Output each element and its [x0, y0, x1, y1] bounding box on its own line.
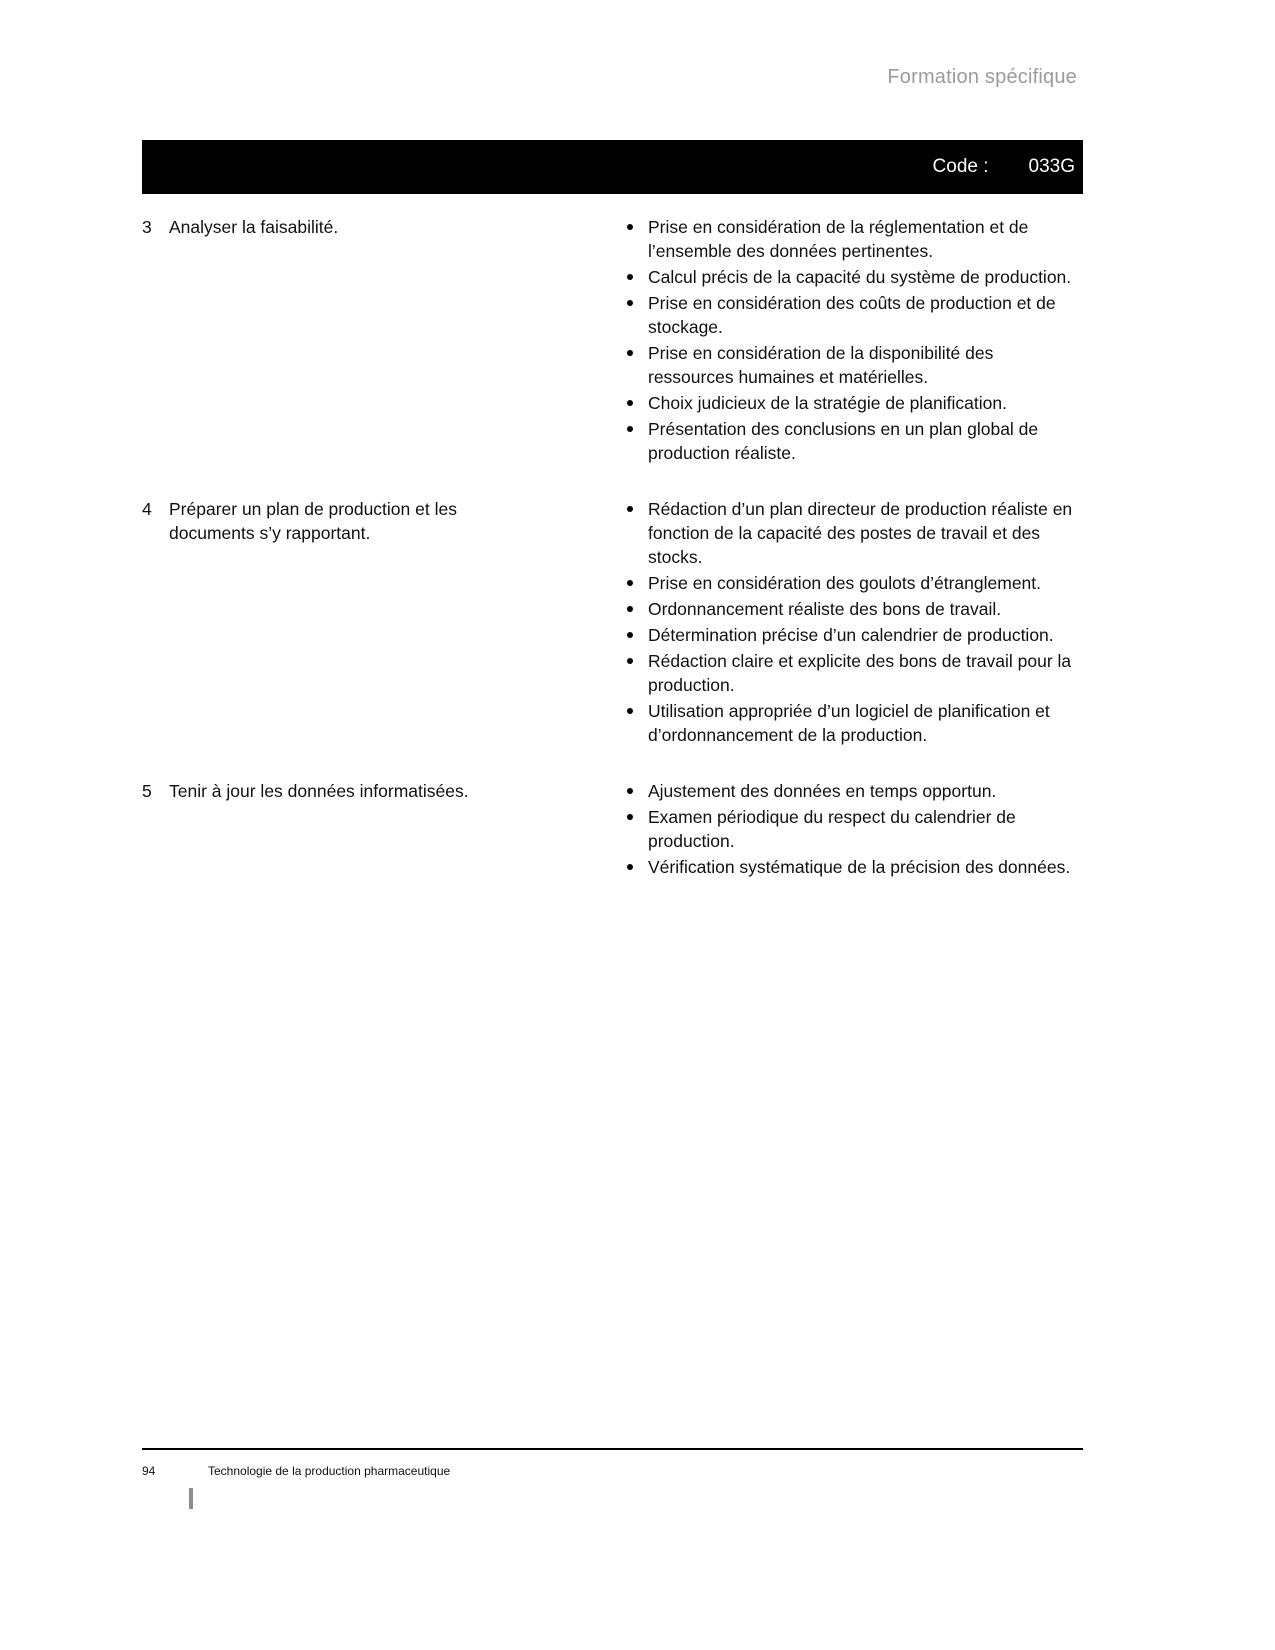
objective-row-5	[142, 779, 1083, 881]
list-item	[625, 571, 1083, 595]
footer-row	[142, 1464, 1083, 1478]
code-label: Code :	[932, 156, 989, 177]
bullet-icon	[625, 855, 648, 870]
list-item	[625, 649, 1083, 697]
objective-title: Analyser la faisabilité.	[169, 217, 339, 237]
code-bar	[142, 140, 1083, 194]
list-item	[625, 779, 1083, 803]
bullet-icon	[625, 597, 648, 612]
criteria-list	[625, 779, 1083, 881]
running-header-label: Formation spécifique	[887, 66, 1077, 88]
criterion-text: Prise en considération des coûts de production et de stockage.	[648, 293, 1056, 337]
criteria-list	[625, 497, 1083, 749]
bullet-icon	[625, 497, 648, 512]
list-item	[625, 623, 1083, 647]
criterion-text: Prise en considération de la réglementation et de l’ensemble des données pertinentes.	[648, 217, 1029, 261]
objective-row-3	[142, 215, 1083, 467]
list-item	[625, 265, 1083, 289]
criterion-text: Calcul précis de la capacité du système de production.	[648, 267, 1072, 287]
criterion-text: Rédaction d’un plan directeur de production réaliste en fonction de la capacité des postes de travail et des stocks.	[648, 499, 1073, 567]
list-item	[625, 291, 1083, 339]
footer-divider	[142, 1448, 1083, 1450]
bullet-icon	[625, 291, 648, 306]
list-item	[625, 417, 1083, 465]
list-item	[625, 497, 1083, 569]
bullet-icon	[625, 649, 648, 664]
objectives-table	[142, 215, 1083, 881]
bullet-icon	[625, 699, 648, 714]
criterion-text: Examen périodique du respect du calendrier de production.	[648, 807, 1016, 851]
criteria-list	[625, 215, 1083, 467]
criterion-text: Ajustement des données en temps opportun.	[648, 781, 997, 801]
bullet-icon	[625, 341, 648, 356]
content-area	[142, 140, 1083, 881]
page-header	[0, 0, 1077, 89]
page-number: 94	[142, 1464, 156, 1478]
criterion-text: Choix judicieux de la stratégie de planification.	[648, 393, 1007, 413]
criterion-text: Détermination précise d’un calendrier de production.	[648, 625, 1054, 645]
list-item	[625, 597, 1083, 621]
footer-tick-mark	[189, 1488, 193, 1509]
bullet-icon	[625, 215, 648, 230]
list-item	[625, 699, 1083, 747]
bullet-icon	[625, 623, 648, 638]
code-value: 033G	[1028, 156, 1075, 177]
bullet-icon	[625, 805, 648, 820]
objective-title: Tenir à jour les données informatisées.	[169, 781, 469, 801]
bullet-icon	[625, 779, 648, 794]
footer-text: Technologie de la production pharmaceutique	[208, 1464, 451, 1478]
bullet-icon	[625, 417, 648, 432]
criterion-text: Rédaction claire et explicite des bons de travail pour la production.	[648, 651, 1072, 695]
list-item	[625, 391, 1083, 415]
objective-cell	[142, 779, 625, 881]
list-item	[625, 341, 1083, 389]
bullet-icon	[625, 571, 648, 586]
objective-cell	[142, 215, 625, 467]
page-footer	[142, 1448, 1083, 1478]
objective-number: 4	[142, 499, 152, 519]
criterion-text: Prise en considération des goulots d’étranglement.	[648, 573, 1042, 593]
criterion-text: Vérification systématique de la précision des données.	[648, 857, 1071, 877]
bullet-icon	[625, 391, 648, 406]
list-item	[625, 855, 1083, 879]
objective-cell	[142, 497, 625, 749]
bullet-icon	[625, 265, 648, 280]
objective-number: 3	[142, 217, 152, 237]
objective-title: Préparer un plan de production et les documents s’y rapportant.	[169, 499, 457, 543]
list-item	[625, 805, 1083, 853]
criterion-text: Prise en considération de la disponibilité des ressources humaines et matérielles.	[648, 343, 994, 387]
criterion-text: Présentation des conclusions en un plan global de production réaliste.	[648, 419, 1039, 463]
criterion-text: Ordonnancement réaliste des bons de travail.	[648, 599, 1002, 619]
criterion-text: Utilisation appropriée d’un logiciel de planification et d’ordonnancement de la production.	[648, 701, 1050, 745]
objective-number: 5	[142, 781, 152, 801]
objective-row-4	[142, 497, 1083, 749]
list-item	[625, 215, 1083, 263]
